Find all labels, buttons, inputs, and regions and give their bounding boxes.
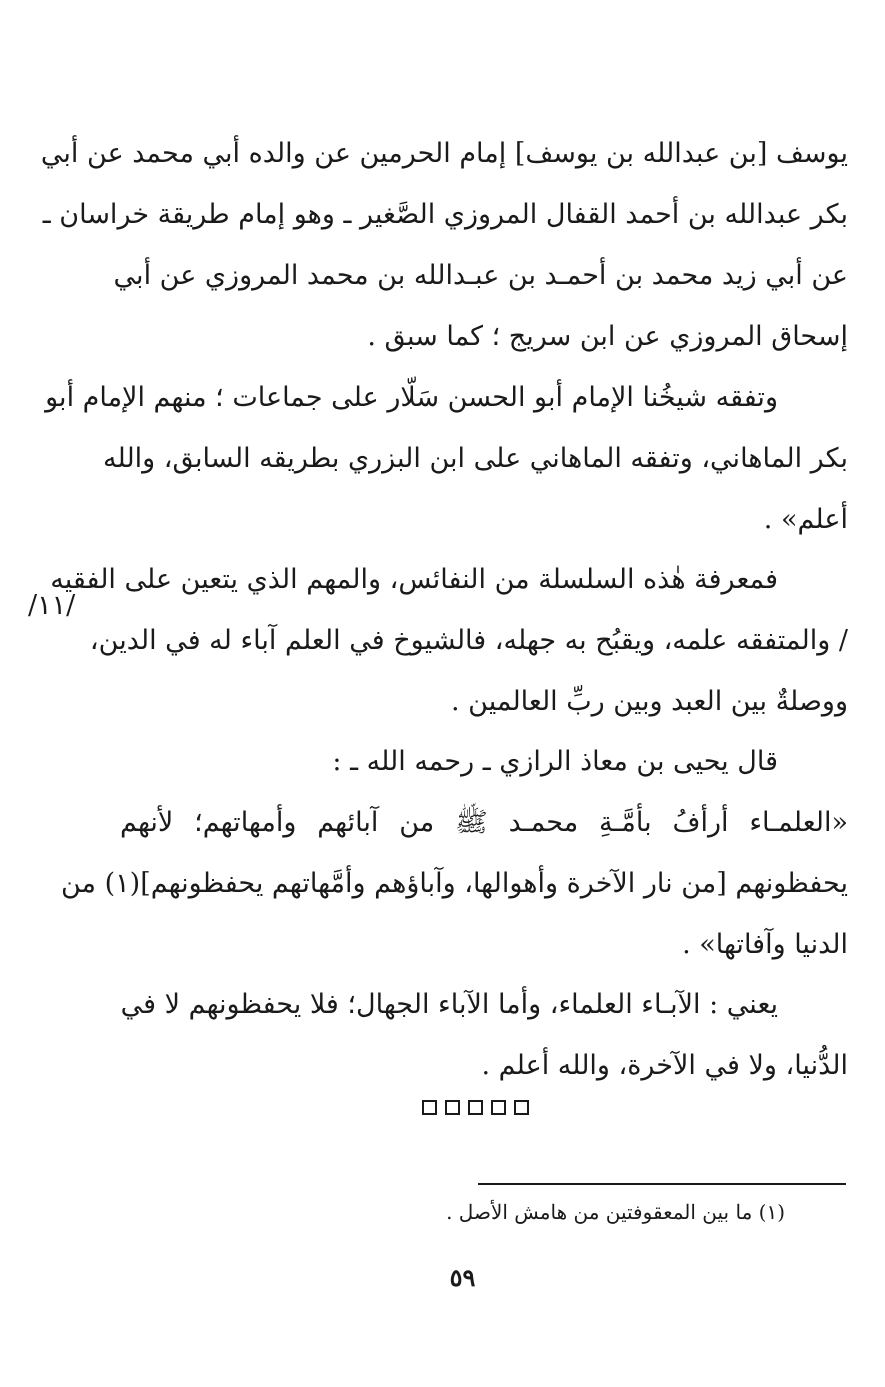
text-line: الدُّنيا، ولا في الآخرة، والله أعلم . bbox=[481, 1050, 848, 1081]
text-line: يوسف [بن عبدالله بن يوسف] إمام الحرمين عن والده أبي محمد عن أبي bbox=[40, 138, 848, 169]
square-ornament-icon bbox=[422, 1100, 437, 1115]
paragraph bbox=[40, 123, 848, 367]
paragraph bbox=[120, 731, 848, 792]
square-ornament-icon bbox=[514, 1100, 529, 1115]
footnote-separator bbox=[478, 1183, 846, 1185]
text-line: الدنيا وآفاتها» . bbox=[682, 929, 848, 960]
paragraph bbox=[61, 792, 848, 975]
folio-margin-note: /١١/ bbox=[28, 590, 76, 621]
section-divider-ornament bbox=[422, 1100, 529, 1115]
text-line: بكر عبدالله بن أحمد القفال المروزي الصَّغير ـ وهو إمام طريقة خراسان ـ bbox=[42, 199, 848, 230]
text-line: ووصلةٌ بين العبد وبين ربِّ العالمين . bbox=[450, 686, 848, 717]
text-line: يعني : الآبـاء العلماء، وأما الآباء الجهال؛ فلا يحفظونهم لا في bbox=[120, 989, 778, 1020]
text-line: / والمتفقه علمه، ويقبُح به جهله، فالشيوخ في العلم آباء له في الدين، bbox=[89, 625, 848, 656]
text-line: بكر الماهاني، وتفقه الماهاني على ابن البزري بطريقه السابق، والله bbox=[103, 443, 848, 474]
paragraph bbox=[45, 367, 848, 550]
paragraph bbox=[120, 974, 848, 1096]
square-ornament-icon bbox=[445, 1100, 460, 1115]
text-line: أعلم» . bbox=[763, 504, 848, 535]
footnote: (١) ما بين المعقوفتين من هامش الأصل . bbox=[446, 1200, 785, 1224]
square-ornament-icon bbox=[468, 1100, 483, 1115]
text-line: عن أبي زيد محمد بن أحمـد بن عبـدالله بن محمد المروزي عن أبي bbox=[113, 260, 848, 291]
page-number: ٥٩ bbox=[449, 1263, 476, 1292]
text-line: «العلمـاء أرأفُ بأمَّـةِ محمـد ﷺ من آبائهم وأمهاتهم؛ لأنهم bbox=[120, 807, 848, 838]
text-line: إسحاق المروزي عن ابن سريج ؛ كما سبق . bbox=[367, 321, 848, 352]
text-line: قال يحيى بن معاذ الرازي ـ رحمه الله ـ : bbox=[332, 746, 778, 777]
square-ornament-icon bbox=[491, 1100, 506, 1115]
text-line: فمعرفة هٰذه السلسلة من النفائس، والمهم الذي يتعين على الفقيه bbox=[50, 564, 778, 595]
text-line: وتفقه شيخُنا الإمام أبو الحسن سَلّار على جماعات ؛ منهم الإمام أبو bbox=[45, 382, 778, 413]
text-line: يحفظونهم [من نار الآخرة وأهوالها، وآباؤهم وأمَّهاتهم يحفظونهم](١) من bbox=[61, 868, 848, 899]
